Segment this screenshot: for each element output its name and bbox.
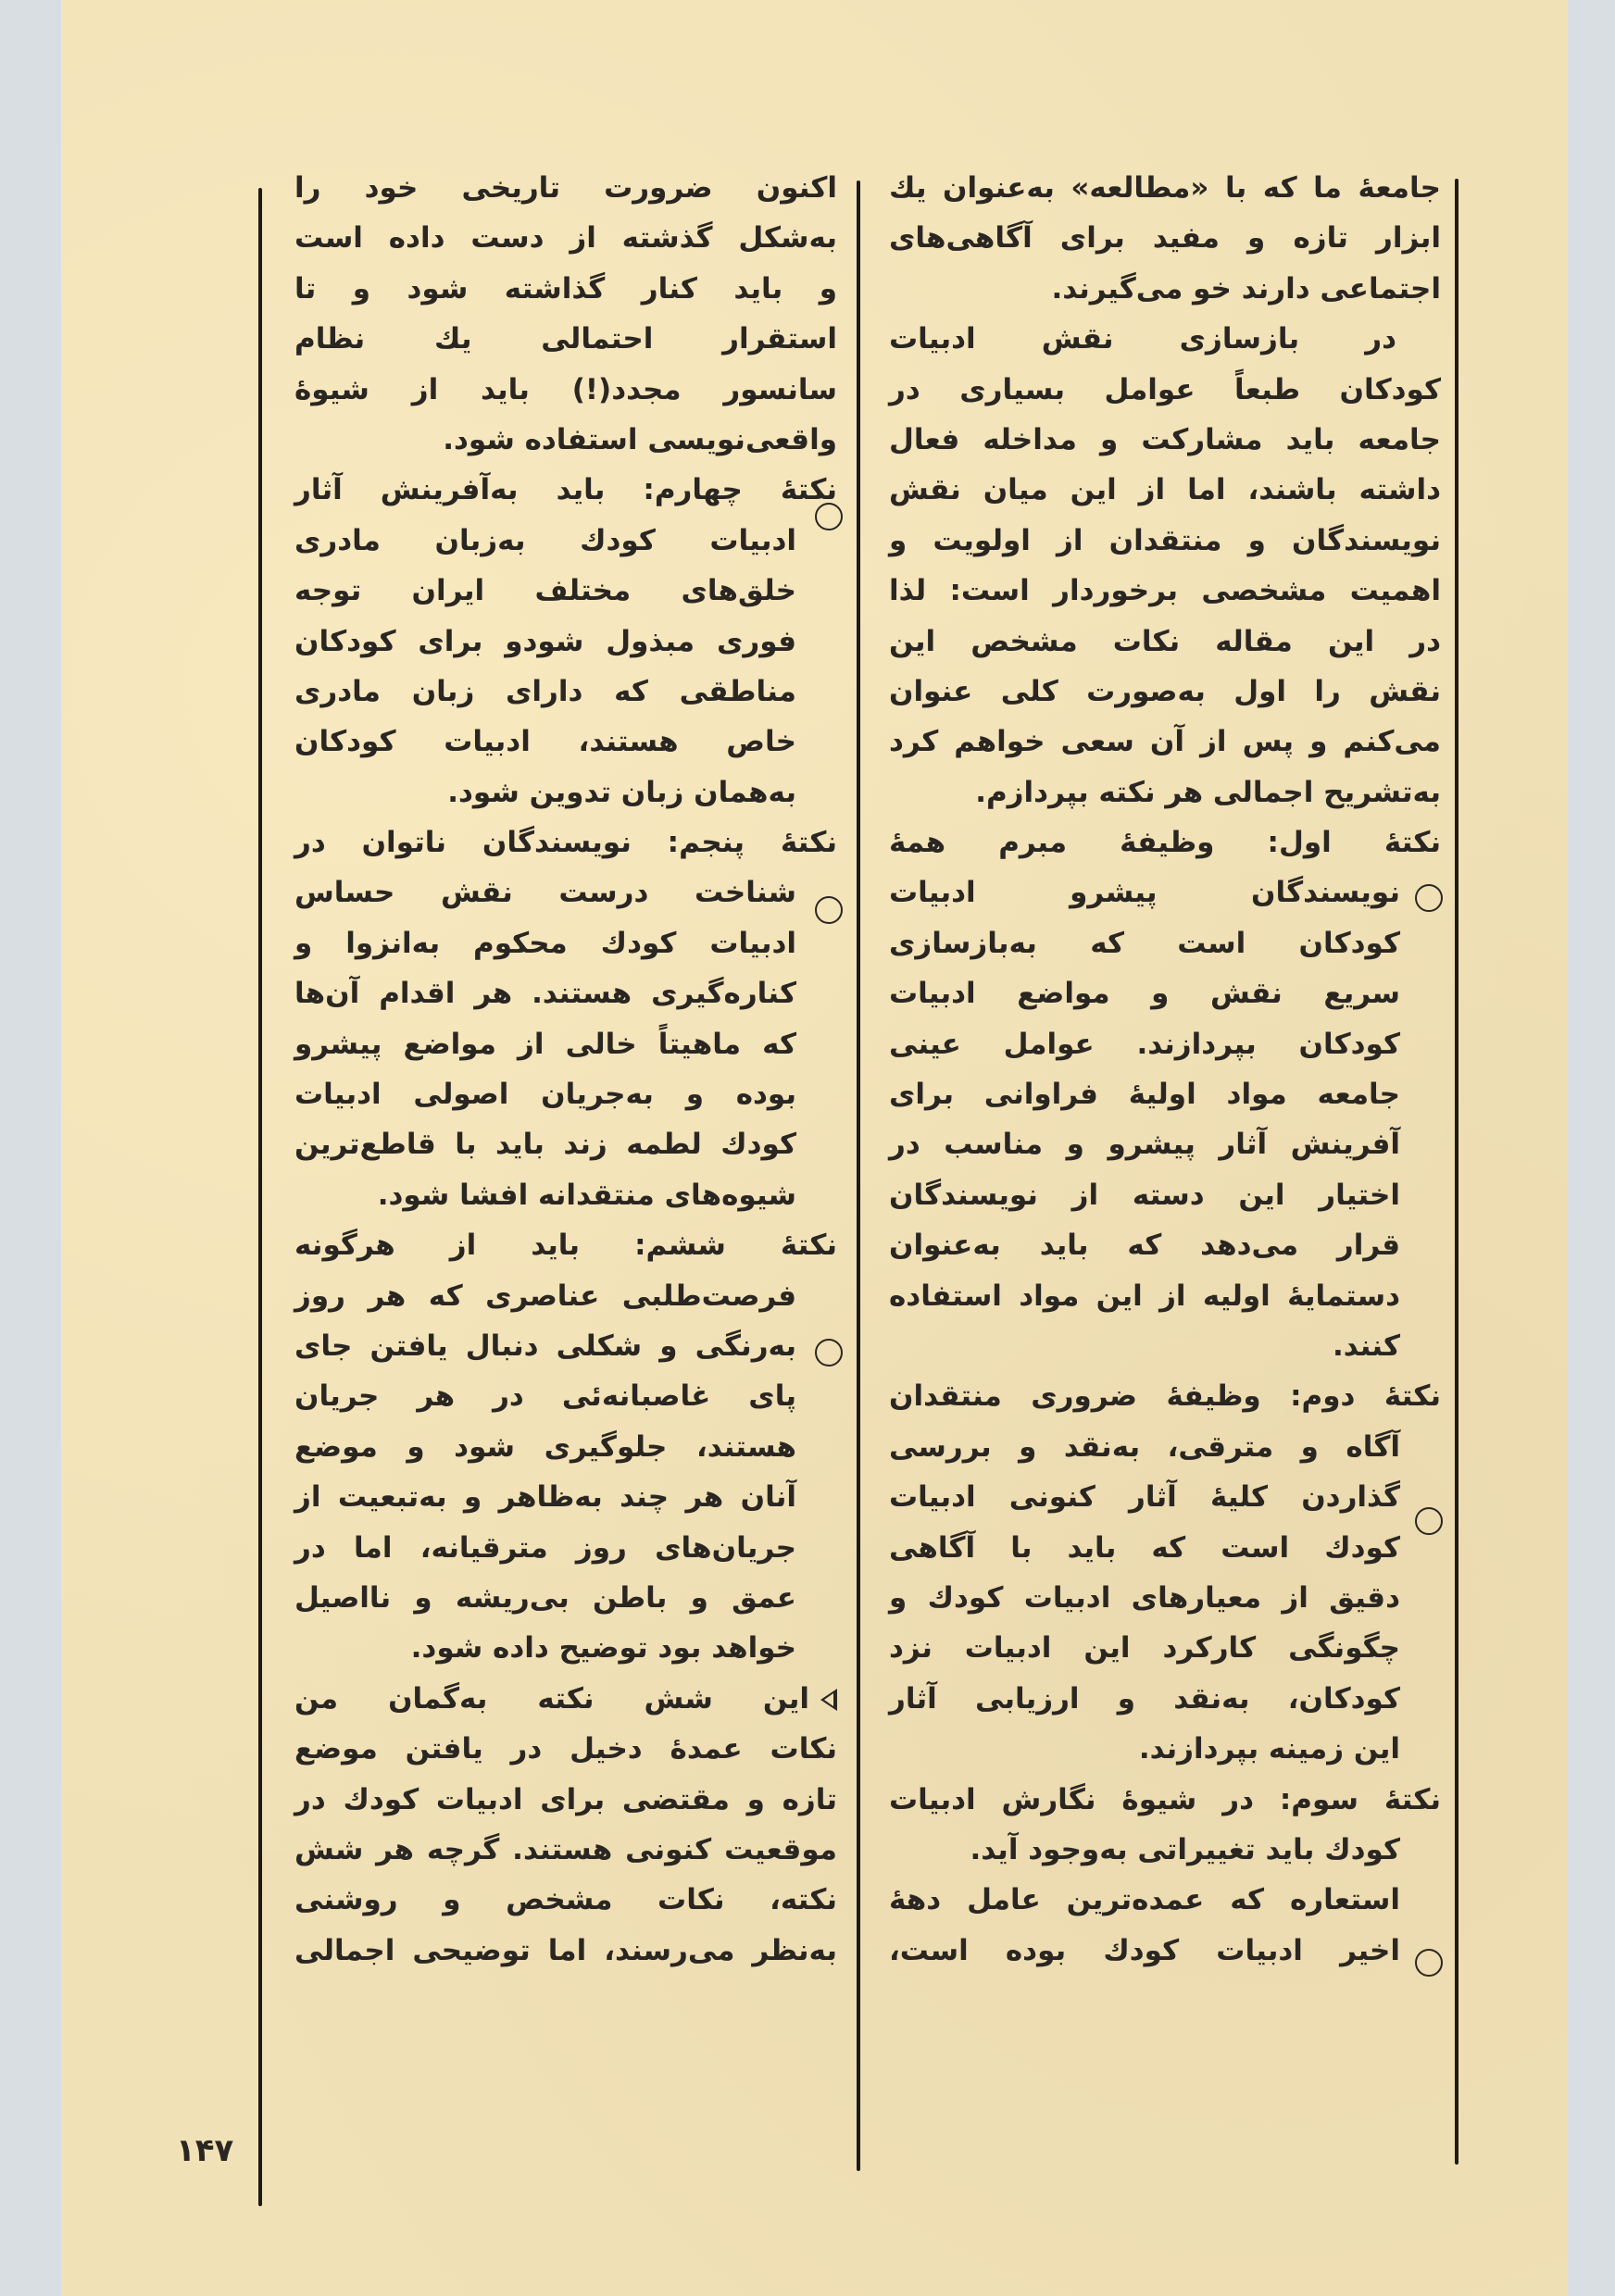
right-text-column bbox=[889, 163, 1441, 1976]
text-line: کودکان طبعاً عوامل بسيارى در bbox=[889, 372, 1441, 406]
text-line: گذاردن کليهٔ آثار کنونى ادبيات bbox=[889, 1480, 1400, 1515]
text-line: مناطقى که داراى زبان مادرى bbox=[294, 674, 796, 708]
text-line: نکتهٔ دوم: وظيفهٔ ضرورى منتقدان bbox=[889, 1379, 1441, 1414]
text-line: نويسندگان و منتقدان از اولويت و bbox=[889, 523, 1441, 557]
text-line: اهميت مشخصى برخوردار است: لذا bbox=[889, 574, 1441, 608]
text-line: که ماهيتاً خالى از مواضع پيشرو bbox=[294, 1027, 796, 1061]
page-number: ۱۴۷ bbox=[176, 2132, 234, 2169]
text-line: پاى غاصبانه‌ئى در هر جريان bbox=[294, 1379, 796, 1414]
text-line: هستند، جلوگيرى شود و موضع bbox=[294, 1429, 796, 1464]
text-line: خلق‌هاى مختلف ايران توجه bbox=[294, 574, 796, 608]
text-line: شيوه‌هاى منتقدانه افشا شود. bbox=[377, 1178, 796, 1212]
text-line: کناره‌گيرى هستند. هر اقدام آن‌ها bbox=[294, 977, 796, 1011]
text-line: دقيق از معيارهاى ادبيات کودك و bbox=[889, 1580, 1400, 1615]
text-line: نقش را اول به‌صورت کلى عنوان bbox=[889, 674, 1441, 708]
text-line: استقرار احتمالى يك نظام bbox=[294, 322, 837, 356]
text-line: کودك لطمه زند بايد با قاطع‌ترين bbox=[294, 1128, 796, 1162]
text-line: کودکان بپردازند. عوامل عينى bbox=[889, 1027, 1400, 1061]
text-line: ادبيات کودك به‌زبان مادرى bbox=[294, 523, 796, 557]
left-text-column bbox=[294, 163, 837, 1976]
text-line: دستمايهٔ اوليه از اين مواد استفاده bbox=[889, 1279, 1400, 1313]
text-line: اکنون ضرورت تاريخى خود را bbox=[294, 171, 837, 205]
triangle-marker-icon bbox=[820, 1689, 837, 1711]
text-line: عمق و باطن بى‌ريشه و نااصيل bbox=[294, 1580, 796, 1615]
text-line: نويسندگان پيشرو ادبيات bbox=[889, 876, 1400, 910]
text-line: خواهد بود توضيح داده شود. bbox=[410, 1631, 796, 1666]
text-line: فرصت‌طلبى عناصرى که هر روز bbox=[294, 1279, 796, 1313]
text-line: آگاه و مترقى، به‌نقد و بررسى bbox=[889, 1429, 1400, 1464]
text-line: نکتهٔ ششم: بايد از هرگونه bbox=[294, 1229, 837, 1263]
bullet-circle-icon bbox=[815, 503, 843, 530]
text-line: کودکان، به‌نقد و ارزيابى آثار bbox=[889, 1681, 1400, 1716]
text-line: کنند. bbox=[1332, 1329, 1400, 1363]
text-line: نکتهٔ سوم: در شيوهٔ نگارش ادبيات bbox=[889, 1782, 1441, 1816]
text-line: ادبيات کودك محکوم به‌انزوا و bbox=[294, 926, 796, 960]
text-line: به‌شکل گذشته از دست داده است bbox=[294, 221, 837, 256]
text-line: جامعه مواد اوليهٔ فراوانى براى bbox=[889, 1078, 1400, 1112]
text-line-content: اين شش نکته به‌گمان من bbox=[294, 1681, 809, 1716]
right-margin-rule bbox=[1455, 179, 1459, 2165]
text-line: به‌تشريح اجمالى هر نکته بپردازم. bbox=[975, 775, 1441, 809]
text-line: داشته باشند، اما از اين ميان نقش bbox=[889, 473, 1441, 507]
bullet-circle-icon bbox=[1415, 884, 1443, 912]
text-line: استعاره که عمده‌ترين عامل دههٔ bbox=[889, 1883, 1400, 1917]
text-line: نکات عمدهٔ دخيل در يافتن موضع bbox=[294, 1732, 837, 1766]
text-line: مى‌کنم و پس از آن سعى خواهم کرد bbox=[889, 725, 1441, 759]
text-line: سريع نقش و مواضع ادبيات bbox=[889, 977, 1400, 1011]
text-line: کودك است که بايد با آگاهى bbox=[889, 1530, 1400, 1565]
text-line: ابزار تازه و مفيد براى آگاهى‌هاى bbox=[889, 221, 1441, 256]
text-line: اختيار اين دسته از نويسندگان bbox=[889, 1178, 1400, 1212]
text-line: فورى مبذول شودو براى کودکان bbox=[294, 624, 796, 658]
column-divider-rule bbox=[857, 181, 860, 2171]
text-line: جريان‌هاى روز مترقيانه، اما در bbox=[294, 1530, 796, 1565]
text-line: در اين مقاله نکات مشخص اين bbox=[889, 624, 1441, 658]
text-line: و بايد کنار گذاشته شود و تا bbox=[294, 271, 837, 306]
text-line: قرار مى‌دهد که بايد به‌عنوان bbox=[889, 1229, 1400, 1263]
text-line: جامعه بايد مشارکت و مداخله فعال bbox=[889, 422, 1441, 456]
text-line: آنان هر چند به‌ظاهر و به‌تبعيت از bbox=[294, 1480, 796, 1515]
text-line: در بازسازى نقش ادبيات bbox=[889, 322, 1396, 356]
text-line: به‌نظر مى‌رسند، اما توضيحى اجمالى bbox=[294, 1933, 837, 1967]
bullet-circle-icon bbox=[815, 1339, 843, 1366]
left-margin-rule bbox=[258, 188, 262, 2206]
text-line: سانسور مجدد(!) بايد از شيوهٔ bbox=[294, 372, 837, 406]
text-line: موقعيت کنونى هستند. گرچه هر شش bbox=[294, 1832, 837, 1866]
text-line bbox=[294, 1674, 837, 1724]
text-line: نکته، نکات مشخص و روشنى bbox=[294, 1883, 837, 1917]
text-line: اخير ادبيات کودك بوده است، bbox=[889, 1933, 1400, 1967]
text-line: بوده و به‌جريان اصولى ادبيات bbox=[294, 1078, 796, 1112]
text-line: شناخت درست نقش حساس bbox=[294, 876, 796, 910]
text-line: جامعهٔ ما که با «مطالعه» به‌عنوان يك bbox=[889, 171, 1441, 205]
text-line: کودکان است که به‌بازسازى bbox=[889, 926, 1400, 960]
text-line: نکتهٔ چهارم: بايد به‌آفرينش آثار bbox=[294, 473, 837, 507]
text-line: کودك بايد تغييراتى به‌وجود آيد. bbox=[970, 1832, 1400, 1866]
text-line: واقعى‌نويسى استفاده شود. bbox=[443, 422, 837, 456]
text-line: نکتهٔ اول: وظيفهٔ مبرم همهٔ bbox=[889, 826, 1441, 860]
text-line: اين زمينه بپردازند. bbox=[1138, 1732, 1400, 1766]
text-line: نکتهٔ پنجم: نويسندگان ناتوان در bbox=[294, 826, 837, 860]
text-line: اجتماعى دارند خو مى‌گيرند. bbox=[1051, 271, 1441, 306]
text-line: آفرينش آثار پيشرو و مناسب در bbox=[889, 1128, 1400, 1162]
text-line: به‌رنگى و شکلى دنبال يافتن جاى bbox=[294, 1329, 796, 1363]
text-line: خاص هستند، ادبيات کودکان bbox=[294, 725, 796, 759]
bullet-circle-icon bbox=[815, 896, 843, 924]
text-line: تازه و مقتضى براى ادبيات کودك در bbox=[294, 1782, 837, 1816]
bullet-circle-icon bbox=[1415, 1507, 1443, 1535]
text-line: چگونگى کارکرد اين ادبيات نزد bbox=[889, 1631, 1400, 1666]
bullet-circle-icon bbox=[1415, 1949, 1443, 1977]
text-line: به‌همان زبان تدوين شود. bbox=[447, 775, 796, 809]
